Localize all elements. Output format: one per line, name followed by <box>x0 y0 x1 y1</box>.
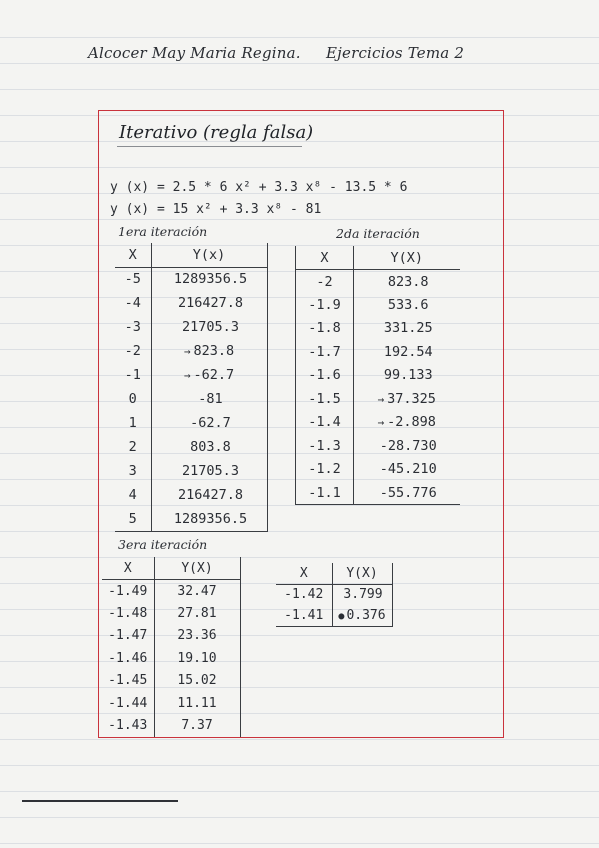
y-value: 23.36 <box>177 628 217 644</box>
assignment-title: Ejercicios Tema 2 <box>326 44 465 62</box>
y-value-cell <box>354 458 460 482</box>
y-value-cell <box>151 507 267 531</box>
x-value-cell: -1.41 <box>276 605 332 626</box>
x-value-cell: -1.42 <box>276 584 332 605</box>
column-header-x: X <box>115 243 151 267</box>
column-header-y: Y(X) <box>354 246 460 270</box>
iteration-1-label: 1era iteración <box>118 224 208 239</box>
y-value: 216427.8 <box>177 487 244 503</box>
x-value-cell: -1.9 <box>296 293 354 317</box>
table-row <box>115 291 267 315</box>
table-row <box>115 315 267 339</box>
y-value-cell <box>151 411 267 435</box>
table-row <box>102 625 240 648</box>
y-value: 11.11 <box>177 695 217 711</box>
y-value: 216427.8 <box>177 295 244 311</box>
table-row <box>102 715 240 738</box>
y-value: -62.7 <box>190 415 231 431</box>
x-value-cell: -5 <box>115 267 151 291</box>
x-value-cell: -1.1 <box>296 481 354 505</box>
y-value-cell <box>151 387 267 411</box>
y-value-cell <box>151 291 267 315</box>
y-value: 7.37 <box>181 718 213 734</box>
table-row <box>115 339 267 363</box>
table-row <box>115 363 267 387</box>
y-value: 15.02 <box>177 673 217 689</box>
arrow-right-icon: → <box>377 392 385 406</box>
y-value-cell <box>151 267 267 291</box>
x-value-cell: 0 <box>115 387 151 411</box>
table-row <box>296 434 460 458</box>
y-value: -62.7 <box>193 367 235 383</box>
y-value-cell <box>154 647 240 670</box>
table-row <box>115 411 267 435</box>
table-header-row <box>102 557 240 580</box>
y-value-cell <box>154 625 240 648</box>
y-value-cell <box>154 715 240 738</box>
y-value: 192.54 <box>383 343 433 360</box>
y-value: 27.81 <box>177 605 217 621</box>
x-value-cell: 5 <box>115 507 151 531</box>
x-value-cell: -1.47 <box>102 625 154 648</box>
y-value: 21705.3 <box>182 463 239 479</box>
y-value-cell <box>354 270 460 294</box>
x-value-cell: -1 <box>115 363 151 387</box>
title-underline <box>117 146 302 147</box>
table-row <box>296 411 460 435</box>
y-value: 0.376 <box>346 607 386 623</box>
y-value-cell <box>354 411 460 435</box>
iteration-3-table <box>102 557 241 737</box>
arrow-right-icon: → <box>377 416 385 430</box>
y-value-cell <box>332 584 392 605</box>
y-value: 32.47 <box>177 583 217 599</box>
iteration-2-label: 2da iteración <box>336 226 420 241</box>
iteration-2-table <box>295 246 460 505</box>
y-value: 1289356.5 <box>173 510 248 527</box>
equation-line-2: y (x) = 15 x² + 3.3 x⁸ - 81 <box>110 202 322 217</box>
x-value-cell: 4 <box>115 483 151 507</box>
x-value-cell: -1.2 <box>296 458 354 482</box>
x-value-cell: -1.8 <box>296 317 354 341</box>
table-row <box>102 602 240 625</box>
table-row <box>102 580 240 603</box>
column-header-x: X <box>276 563 332 584</box>
y-value-cell <box>354 293 460 317</box>
x-value-cell: -1.4 <box>296 411 354 435</box>
y-value-cell <box>354 317 460 341</box>
y-value: -55.776 <box>379 484 437 501</box>
y-value-cell <box>151 315 267 339</box>
x-value-cell: -1.3 <box>296 434 354 458</box>
column-header-y: Y(X) <box>332 563 392 584</box>
table-row <box>115 507 267 531</box>
iteration-3-label: 3era iteración <box>118 537 208 552</box>
x-value-cell: 2 <box>115 435 151 459</box>
equation-line-1: y (x) = 2.5 * 6 x² + 3.3 x⁸ - 13.5 * 6 <box>110 180 408 195</box>
table-header-row <box>296 246 460 270</box>
table-row <box>296 340 460 364</box>
y-value: 19.10 <box>177 650 217 666</box>
x-value-cell: -1.48 <box>102 602 154 625</box>
y-value-cell <box>151 435 267 459</box>
arrow-right-icon: → <box>183 345 191 358</box>
table-row <box>115 387 267 411</box>
table-header-row <box>115 243 267 267</box>
x-value-cell: -1.6 <box>296 364 354 388</box>
y-value-cell <box>154 692 240 715</box>
y-value: -45.210 <box>379 461 437 478</box>
y-value-cell <box>151 363 267 387</box>
table-row <box>115 435 267 459</box>
y-value-cell <box>354 364 460 388</box>
section-title: Iterativo (regla falsa) <box>119 122 314 143</box>
table-row <box>102 692 240 715</box>
y-value: 37.325 <box>387 390 436 407</box>
table-row <box>102 670 240 693</box>
table-row <box>276 605 392 626</box>
x-value-cell: -1.43 <box>102 715 154 738</box>
table-row <box>296 481 460 505</box>
x-value-cell: -1.5 <box>296 387 354 411</box>
x-value-cell: 3 <box>115 459 151 483</box>
table-row <box>296 270 460 294</box>
column-header-x: X <box>102 557 154 580</box>
y-value-cell <box>354 481 460 505</box>
x-value-cell: -1.49 <box>102 580 154 603</box>
student-name: Alcocer May Maria Regina. <box>88 44 301 62</box>
y-value-cell <box>151 459 267 483</box>
y-value: 803.8 <box>190 439 231 455</box>
bottom-pen-line <box>22 800 178 802</box>
y-value: -2.898 <box>387 414 436 431</box>
iteration-4-table <box>276 563 393 627</box>
table-row <box>102 647 240 670</box>
y-value-cell <box>354 434 460 458</box>
x-value-cell: -1.44 <box>102 692 154 715</box>
table-row <box>296 387 460 411</box>
y-value: -28.730 <box>379 437 437 454</box>
table-row <box>296 364 460 388</box>
arrow-right-icon: → <box>183 369 191 382</box>
y-value-cell <box>154 602 240 625</box>
x-value-cell: -1.46 <box>102 647 154 670</box>
table-row <box>296 317 460 341</box>
y-value: 1289356.5 <box>173 271 248 288</box>
x-value-cell: -2 <box>296 270 354 294</box>
table-row <box>296 293 460 317</box>
x-value-cell: -3 <box>115 315 151 339</box>
x-value-cell: -1.45 <box>102 670 154 693</box>
y-value: 3.799 <box>343 587 383 603</box>
y-value: 21705.3 <box>182 319 239 335</box>
y-value-cell <box>154 580 240 603</box>
y-value: 533.6 <box>387 296 429 313</box>
table-row <box>296 458 460 482</box>
column-header-y: Y(x) <box>151 243 267 267</box>
y-value: 823.8 <box>193 343 235 359</box>
y-value-cell <box>154 670 240 693</box>
y-value-cell <box>332 605 392 626</box>
x-value-cell: -2 <box>115 339 151 363</box>
table-header-row <box>276 563 392 584</box>
dot-marker-icon: ● <box>338 610 345 622</box>
table-row <box>115 267 267 291</box>
x-value-cell: 1 <box>115 411 151 435</box>
y-value-cell <box>151 483 267 507</box>
y-value: 331.25 <box>383 320 433 337</box>
x-value-cell: -1.7 <box>296 340 354 364</box>
y-value: -81 <box>198 391 223 407</box>
y-value: 823.8 <box>387 273 429 290</box>
y-value-cell <box>151 339 267 363</box>
y-value-cell <box>354 387 460 411</box>
y-value: 99.133 <box>383 367 433 384</box>
column-header-x: X <box>296 246 354 270</box>
x-value-cell: -4 <box>115 291 151 315</box>
iteration-1-table <box>115 243 268 532</box>
table-row <box>276 584 392 605</box>
column-header-y: Y(X) <box>154 557 240 580</box>
table-row <box>115 459 267 483</box>
table-row <box>115 483 267 507</box>
y-value-cell <box>354 340 460 364</box>
